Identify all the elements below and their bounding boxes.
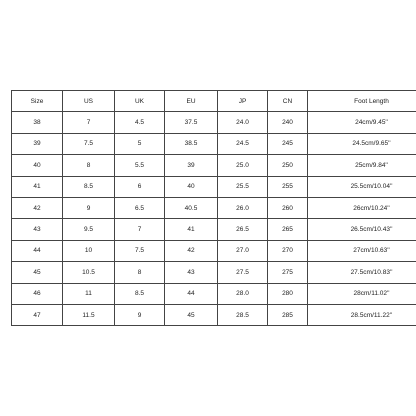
cell-size: 43 [12,219,63,240]
cell-uk: 7 [115,219,165,240]
cell-uk: 7.5 [115,240,165,261]
header-jp: JP [218,91,268,112]
table-row [12,176,416,197]
cell-us: 10 [63,240,115,261]
header-row [12,91,416,112]
cell-us: 8 [63,155,115,176]
cell-us: 9.5 [63,219,115,240]
cell-cn: 280 [268,283,308,304]
cell-uk: 6.5 [115,197,165,218]
cell-cn: 245 [268,133,308,154]
cell-cn: 250 [268,155,308,176]
cell-us: 7.5 [63,133,115,154]
cell-foot-length: 28.5cm/11.22'' [308,304,416,325]
cell-cn: 240 [268,112,308,133]
cell-foot-length: 25cm/9.84'' [308,155,416,176]
cell-eu: 39 [165,155,218,176]
cell-cn: 255 [268,176,308,197]
cell-size: 47 [12,304,63,325]
table-row [12,304,416,325]
cell-foot-length: 26cm/10.24'' [308,197,416,218]
cell-size: 45 [12,262,63,283]
cell-foot-length: 27.5cm/10.83'' [308,262,416,283]
cell-size: 38 [12,112,63,133]
cell-jp: 25.0 [218,155,268,176]
cell-eu: 40.5 [165,197,218,218]
cell-eu: 38.5 [165,133,218,154]
cell-uk: 4.5 [115,112,165,133]
cell-foot-length: 24cm/9.45'' [308,112,416,133]
cell-eu: 43 [165,262,218,283]
cell-eu: 37.5 [165,112,218,133]
cell-us: 7 [63,112,115,133]
cell-size: 41 [12,176,63,197]
cell-cn: 270 [268,240,308,261]
cell-eu: 45 [165,304,218,325]
cell-jp: 28.5 [218,304,268,325]
cell-eu: 40 [165,176,218,197]
cell-eu: 41 [165,219,218,240]
cell-size: 44 [12,240,63,261]
table-row [12,240,416,261]
header-us: US [63,91,115,112]
cell-cn: 285 [268,304,308,325]
cell-foot-length: 28cm/11.02'' [308,283,416,304]
cell-jp: 27.0 [218,240,268,261]
cell-foot-length: 25.5cm/10.04'' [308,176,416,197]
cell-jp: 26.0 [218,197,268,218]
cell-eu: 44 [165,283,218,304]
cell-us: 11 [63,283,115,304]
cell-jp: 24.0 [218,112,268,133]
table-row [12,262,416,283]
table-row [12,197,416,218]
header-uk: UK [115,91,165,112]
cell-jp: 27.5 [218,262,268,283]
cell-uk: 8.5 [115,283,165,304]
cell-cn: 260 [268,197,308,218]
cell-jp: 28.0 [218,283,268,304]
cell-foot-length: 26.5cm/10.43'' [308,219,416,240]
cell-jp: 26.5 [218,219,268,240]
cell-jp: 25.5 [218,176,268,197]
cell-uk: 5 [115,133,165,154]
table-row [12,155,416,176]
header-eu: EU [165,91,218,112]
cell-us: 9 [63,197,115,218]
cell-size: 40 [12,155,63,176]
header-size: Size [12,91,63,112]
cell-eu: 42 [165,240,218,261]
table-row [12,112,416,133]
table-row [12,283,416,304]
cell-uk: 6 [115,176,165,197]
cell-uk: 8 [115,262,165,283]
cell-us: 8.5 [63,176,115,197]
cell-uk: 9 [115,304,165,325]
cell-us: 11.5 [63,304,115,325]
cell-size: 42 [12,197,63,218]
table-row [12,133,416,154]
cell-foot-length: 27cm/10.63'' [308,240,416,261]
cell-cn: 265 [268,219,308,240]
cell-size: 46 [12,283,63,304]
cell-size: 39 [12,133,63,154]
cell-uk: 5.5 [115,155,165,176]
header-cn: CN [268,91,308,112]
size-chart-table [11,90,416,326]
header-foot-length: Foot Length [308,91,416,112]
cell-us: 10.5 [63,262,115,283]
cell-cn: 275 [268,262,308,283]
table-row [12,219,416,240]
cell-foot-length: 24.5cm/9.65'' [308,133,416,154]
cell-jp: 24.5 [218,133,268,154]
